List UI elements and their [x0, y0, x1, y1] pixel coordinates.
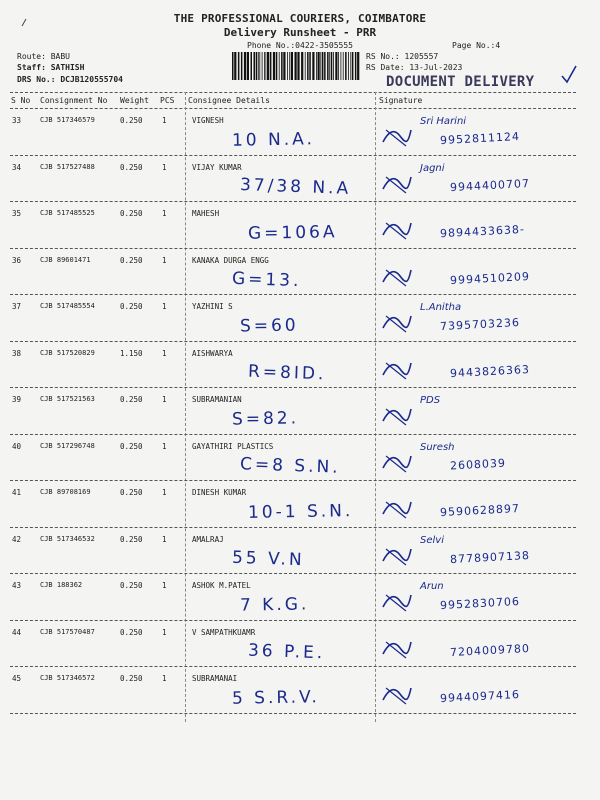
- row-signature-scribble: [380, 122, 414, 148]
- stamp-check-mark: [560, 64, 578, 84]
- row-sno: 45: [12, 674, 22, 683]
- row-separator: [10, 341, 576, 342]
- row-consignee-name: KANAKA DURGA ENGG: [192, 255, 269, 265]
- row-sno: 43: [12, 581, 22, 590]
- row-handwritten-address: 7 K.G.: [239, 594, 310, 616]
- row-pcs: 1: [162, 674, 167, 683]
- row-weight: 0.250: [120, 441, 143, 451]
- row-signature-name: Sri Harini: [420, 116, 467, 127]
- barcode-bar: [357, 52, 359, 80]
- row-pcs: 1: [162, 581, 167, 590]
- phone-number: Phone No.:0422-3505555: [247, 41, 353, 50]
- barcode-bar: [287, 52, 288, 80]
- barcode-bar: [335, 52, 337, 80]
- row-signature-scribble: [380, 308, 414, 334]
- row-sno: 38: [12, 348, 22, 358]
- row-sno: 33: [12, 116, 22, 125]
- page-number: Page No.:4: [452, 41, 501, 50]
- row-signature-scribble: [380, 169, 414, 195]
- barcode-bar: [262, 52, 263, 80]
- row-handwritten-address: 10-1 S.N.: [247, 501, 354, 523]
- row-consignment: CJB 517296748: [40, 441, 95, 450]
- barcode-bar: [352, 52, 354, 80]
- barcode-bar: [316, 52, 317, 80]
- row-consignment: CJB 517521563: [40, 395, 95, 403]
- row-sno: 40: [12, 441, 22, 451]
- row-separator: [10, 573, 576, 574]
- barcode-bar: [256, 52, 258, 80]
- barcode-bar: [244, 52, 246, 80]
- row-weight: 0.250: [120, 581, 143, 590]
- barcode-bar: [289, 52, 290, 80]
- row-signature-phone: 7395703236: [439, 315, 521, 334]
- row-handwritten-address: 36 P.E.: [247, 640, 326, 663]
- row-handwritten-address: 5 S.R.V.: [231, 687, 321, 709]
- row-signature-phone: 9994510209: [449, 269, 531, 287]
- row-consignee-name: AISHWARYA: [192, 348, 233, 358]
- row-pcs: 1: [162, 348, 167, 358]
- row-signature-phone: 9944400707: [449, 176, 531, 194]
- row-consignment: CJB 517346532: [40, 534, 95, 543]
- barcode-bar: [254, 52, 256, 80]
- barcode-bar: [238, 52, 240, 80]
- row-consignee-name: MAHESH: [192, 209, 220, 218]
- row-pcs: 1: [162, 255, 167, 265]
- row-signature-scribble: [380, 634, 414, 660]
- row-pcs: 1: [162, 302, 167, 311]
- row-consignment: CJB 89601471: [40, 255, 91, 264]
- barcode-bar: [281, 52, 283, 80]
- row-separator: [10, 527, 576, 528]
- row-weight: 0.250: [120, 255, 143, 265]
- table-header-rule: [10, 108, 576, 109]
- row-signature-scribble: [380, 494, 414, 520]
- row-signature-scribble: [380, 355, 414, 381]
- row-consignment: CJB 517520829: [40, 348, 95, 357]
- staff-label: Staff: SATHISH: [17, 63, 85, 72]
- row-signature-phone: 9443826363: [449, 362, 531, 380]
- row-consignee-name: ASHOK M.PATEL: [192, 581, 251, 590]
- row-separator: [10, 666, 576, 667]
- barcode-bar: [327, 52, 329, 80]
- row-sno: 39: [12, 395, 22, 404]
- row-separator: [10, 434, 576, 435]
- row-weight: 0.250: [120, 116, 143, 125]
- row-weight: 0.250: [120, 302, 143, 311]
- signature-divider: [375, 92, 376, 722]
- row-consignee-name: V SAMPATHKUAMR: [192, 627, 256, 637]
- row-signature-scribble: [380, 587, 414, 613]
- row-signature-scribble: [380, 448, 414, 474]
- row-signature-scribble: [380, 541, 414, 567]
- barcode-bar: [247, 52, 249, 80]
- row-signature-phone: 7204009780: [449, 641, 531, 659]
- barcode-bar: [305, 52, 306, 80]
- row-signature-phone: 9894433638-: [439, 222, 526, 241]
- row-separator: [10, 201, 576, 202]
- col-consignee: Consignee Details: [188, 96, 270, 105]
- row-pcs: 1: [162, 209, 167, 218]
- barcode-bar: [279, 52, 280, 80]
- barcode-bar: [276, 52, 278, 80]
- row-pcs: 1: [162, 534, 167, 544]
- barcode-bar: [266, 52, 267, 80]
- row-signature-phone: 2608039: [449, 456, 507, 472]
- barcode-bar: [270, 52, 272, 80]
- row-signature-name: PDS: [420, 395, 441, 406]
- row-pcs: 1: [162, 162, 167, 172]
- row-sno: 37: [12, 302, 22, 311]
- col-pcs: PCS: [160, 96, 175, 105]
- barcode: [232, 52, 360, 80]
- barcode-bar: [341, 52, 342, 80]
- row-consignee-name: VIJAY KUMAR: [192, 162, 242, 172]
- row-consignment: CJB 89708169: [40, 488, 91, 496]
- row-consignee-name: AMALRAJ: [192, 534, 224, 544]
- row-sno: 42: [12, 534, 22, 544]
- row-weight: 0.250: [120, 162, 143, 172]
- row-signature-phone: 9590628897: [439, 501, 521, 520]
- barcode-bar: [324, 52, 326, 80]
- barcode-bar: [264, 52, 265, 80]
- row-pcs: 1: [162, 488, 167, 497]
- barcode-bar: [267, 52, 269, 80]
- col-sno: S No: [11, 96, 31, 105]
- table-top-rule: [10, 92, 576, 93]
- barcode-bar: [322, 52, 324, 80]
- document-title: Delivery Runsheet - PRR: [223, 26, 377, 39]
- row-handwritten-address: 37/38 N.A: [239, 174, 352, 199]
- barcode-bar: [259, 52, 260, 80]
- row-consignee-name: GAYATHIRI PLASTICS: [192, 441, 274, 451]
- row-signature-scribble: [380, 680, 414, 706]
- rs-date: RS Date: 13-Jul-2023: [366, 63, 463, 72]
- row-signature-phone: 9944097416: [439, 687, 521, 706]
- barcode-bar: [348, 52, 349, 80]
- barcode-bar: [307, 52, 309, 80]
- row-weight: 0.250: [120, 627, 143, 637]
- row-handwritten-address: 55 V.N: [231, 547, 305, 570]
- barcode-bar: [343, 52, 344, 80]
- barcode-bar: [251, 52, 253, 80]
- col-weight: Weight: [120, 96, 149, 105]
- row-pcs: 1: [162, 395, 167, 404]
- row-consignment: CJB 517485554: [40, 302, 95, 310]
- barcode-bar: [273, 52, 275, 80]
- row-consignee-name: YAZHINI S: [192, 302, 233, 311]
- row-handwritten-address: S=82.: [231, 408, 300, 430]
- barcode-bar: [331, 52, 333, 80]
- row-signature-scribble: [380, 401, 414, 427]
- barcode-bar: [234, 52, 236, 80]
- barcode-bar: [297, 52, 299, 80]
- row-separator: [10, 480, 576, 481]
- barcode-bar: [318, 52, 320, 80]
- row-weight: 0.250: [120, 395, 143, 404]
- row-signature-phone: 9952830706: [439, 594, 521, 613]
- row-consignment: CJB 517346572: [40, 674, 95, 682]
- row-signature-name: Suresh: [420, 441, 455, 453]
- barcode-bar: [312, 52, 314, 80]
- barcode-bar: [350, 52, 351, 80]
- row-consignee-name: DINESH KUMAR: [192, 488, 247, 497]
- barcode-bar: [241, 52, 243, 80]
- rs-number: RS No.: 1205557: [366, 52, 439, 61]
- barcode-bar: [301, 52, 303, 80]
- row-consignment: CJB 188362: [40, 581, 83, 589]
- consignee-divider: [185, 92, 186, 722]
- row-consignee-name: SUBRAMANAI: [192, 674, 238, 683]
- row-consignee-name: VIGNESH: [192, 116, 224, 125]
- row-signature-scribble: [380, 262, 414, 288]
- document-delivery-stamp: DOCUMENT DELIVERY: [386, 74, 535, 90]
- barcode-bar: [291, 52, 293, 80]
- row-separator: [10, 620, 576, 621]
- row-consignment: CJB 517485525: [40, 209, 95, 217]
- row-sno: 34: [12, 162, 22, 172]
- row-separator: [10, 294, 576, 295]
- row-weight: 0.250: [120, 488, 143, 497]
- route-label: Route: BABU: [17, 52, 70, 61]
- barcode-bar: [258, 52, 259, 80]
- row-weight: 0.250: [120, 674, 143, 683]
- row-signature-name: Jagni: [420, 162, 445, 174]
- row-consignment: CJB 517570487: [40, 627, 95, 636]
- barcode-bar: [333, 52, 334, 80]
- row-weight: 0.250: [120, 209, 143, 218]
- barcode-bar: [329, 52, 330, 80]
- row-sno: 35: [12, 209, 22, 218]
- col-consignment: Consignment No: [40, 96, 108, 105]
- row-sno: 36: [12, 255, 22, 265]
- row-separator: [10, 387, 576, 388]
- row-signature-name: Arun: [420, 581, 444, 592]
- barcode-bar: [345, 52, 347, 80]
- row-consignment: CJB 517346579: [40, 116, 95, 124]
- row-signature-name: Selvi: [420, 534, 444, 546]
- barcode-bar: [232, 52, 234, 80]
- row-sno: 44: [12, 627, 22, 637]
- row-sno: 41: [12, 488, 22, 497]
- company-name: THE PROFESSIONAL COURIERS, COIMBATORE: [173, 12, 427, 25]
- row-handwritten-address: C=8 S.N.: [239, 453, 341, 478]
- row-handwritten-address: G=106A: [247, 222, 338, 244]
- row-handwritten-address: 10 N.A.: [231, 129, 316, 151]
- row-separator: [10, 155, 576, 156]
- row-separator: [10, 248, 576, 249]
- row-signature-scribble: [380, 215, 414, 241]
- row-weight: 0.250: [120, 534, 143, 544]
- row-pcs: 1: [162, 627, 167, 637]
- row-signature-phone: 9952811124: [439, 129, 521, 148]
- drs-number: DRS No.: DCJB120555704: [17, 75, 123, 84]
- barcode-bar: [320, 52, 321, 80]
- row-signature-phone: 8778907138: [449, 548, 531, 566]
- row-separator: [10, 713, 576, 714]
- row-pcs: 1: [162, 441, 167, 451]
- barcode-bar: [295, 52, 297, 80]
- col-signature: Signature: [379, 96, 423, 105]
- row-consignment: CJB 517527488: [40, 162, 95, 171]
- barcode-bar: [283, 52, 285, 80]
- barcode-bar: [355, 52, 357, 80]
- row-pcs: 1: [162, 116, 167, 125]
- row-signature-name: L.Anitha: [420, 302, 462, 313]
- row-consignee-name: SUBRAMANIAN: [192, 395, 242, 404]
- barcode-bar: [338, 52, 339, 80]
- row-weight: 1.150: [120, 348, 143, 358]
- barcode-bar: [309, 52, 311, 80]
- row-handwritten-address: S=60: [239, 315, 299, 337]
- row-handwritten-address: R=8ID.: [247, 361, 327, 384]
- row-handwritten-address: G=13.: [231, 268, 302, 291]
